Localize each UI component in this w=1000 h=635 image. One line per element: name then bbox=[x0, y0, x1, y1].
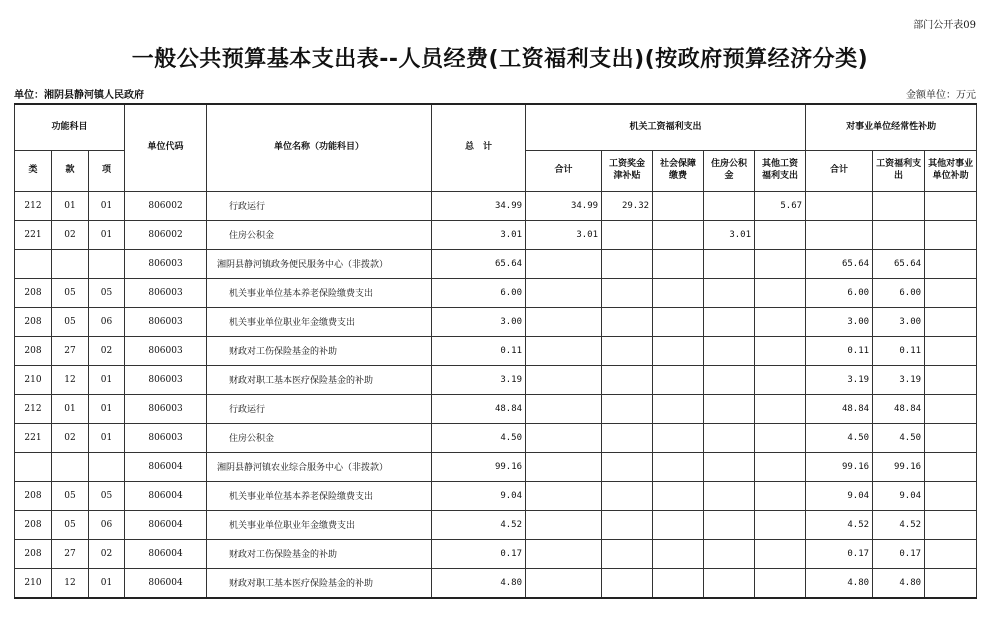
cell-agency-sum bbox=[526, 539, 602, 568]
cell-lei: 208 bbox=[15, 539, 52, 568]
cell-unit-code: 806003 bbox=[125, 365, 207, 394]
cell-kuan: 01 bbox=[52, 394, 89, 423]
cell-unit-code: 806003 bbox=[125, 307, 207, 336]
cell-inst-other bbox=[925, 481, 977, 510]
cell-lei: 208 bbox=[15, 336, 52, 365]
cell-inst-sum: 99.16 bbox=[806, 452, 873, 481]
cell-agency-sum bbox=[526, 510, 602, 539]
cell-inst-sum: 0.17 bbox=[806, 539, 873, 568]
cell-total: 4.52 bbox=[432, 510, 526, 539]
cell-total: 0.17 bbox=[432, 539, 526, 568]
cell-agency-sum bbox=[526, 481, 602, 510]
cell-agency-social bbox=[653, 278, 704, 307]
cell-lei: 212 bbox=[15, 191, 52, 220]
table-row bbox=[15, 452, 977, 481]
cell-agency-social bbox=[653, 336, 704, 365]
cell-agency-housing bbox=[704, 278, 755, 307]
cell-agency-social bbox=[653, 394, 704, 423]
cell-agency-social bbox=[653, 423, 704, 452]
cell-agency-housing bbox=[704, 539, 755, 568]
cell-unit-code: 806004 bbox=[125, 452, 207, 481]
cell-inst-welfare: 0.17 bbox=[873, 539, 925, 568]
cell-kuan bbox=[52, 249, 89, 278]
cell-agency-bonus bbox=[602, 539, 653, 568]
cell-agency-housing: 3.01 bbox=[704, 220, 755, 249]
cell-agency-bonus bbox=[602, 423, 653, 452]
cell-agency-sum bbox=[526, 336, 602, 365]
cell-kuan: 12 bbox=[52, 568, 89, 598]
cell-agency-housing bbox=[704, 365, 755, 394]
cell-lei: 208 bbox=[15, 481, 52, 510]
cell-agency-housing bbox=[704, 423, 755, 452]
header-institution-group: 对事业单位经常性补助 bbox=[806, 104, 977, 150]
cell-inst-sum: 9.04 bbox=[806, 481, 873, 510]
header-total: 总 计 bbox=[432, 104, 526, 191]
cell-agency-sum bbox=[526, 249, 602, 278]
page-title: 一般公共预算基本支出表--人员经费(工资福利支出)(按政府预算经济分类) bbox=[131, 47, 869, 72]
cell-lei: 208 bbox=[15, 510, 52, 539]
cell-agency-sum bbox=[526, 394, 602, 423]
header-agency-housing: 住房公积金 bbox=[704, 150, 755, 191]
cell-unit-code: 806004 bbox=[125, 539, 207, 568]
cell-unit-name: 住房公积金 bbox=[207, 220, 432, 249]
cell-inst-welfare: 3.00 bbox=[873, 307, 925, 336]
cell-kuan: 05 bbox=[52, 278, 89, 307]
cell-inst-welfare: 4.80 bbox=[873, 568, 925, 598]
cell-agency-housing bbox=[704, 336, 755, 365]
cell-unit-code: 806002 bbox=[125, 191, 207, 220]
cell-agency-housing bbox=[704, 452, 755, 481]
cell-inst-sum: 48.84 bbox=[806, 394, 873, 423]
table-row bbox=[15, 481, 977, 510]
cell-agency-other bbox=[755, 336, 806, 365]
table-row bbox=[15, 336, 977, 365]
cell-agency-housing bbox=[704, 307, 755, 336]
cell-agency-sum: 34.99 bbox=[526, 191, 602, 220]
cell-agency-housing bbox=[704, 481, 755, 510]
cell-inst-welfare: 0.11 bbox=[873, 336, 925, 365]
table-row bbox=[15, 307, 977, 336]
cell-agency-other bbox=[755, 481, 806, 510]
cell-agency-sum bbox=[526, 278, 602, 307]
cell-total: 3.00 bbox=[432, 307, 526, 336]
cell-agency-social bbox=[653, 452, 704, 481]
cell-agency-other bbox=[755, 307, 806, 336]
cell-agency-other bbox=[755, 510, 806, 539]
cell-lei: 208 bbox=[15, 278, 52, 307]
header-kuan: 款 bbox=[52, 150, 89, 191]
cell-lei: 212 bbox=[15, 394, 52, 423]
cell-inst-welfare: 3.19 bbox=[873, 365, 925, 394]
cell-total: 65.64 bbox=[432, 249, 526, 278]
cell-xiang: 01 bbox=[89, 568, 125, 598]
cell-agency-other bbox=[755, 452, 806, 481]
cell-lei: 221 bbox=[15, 220, 52, 249]
cell-kuan: 27 bbox=[52, 336, 89, 365]
cell-inst-other bbox=[925, 307, 977, 336]
cell-inst-sum: 4.50 bbox=[806, 423, 873, 452]
cell-total: 4.80 bbox=[432, 568, 526, 598]
cell-agency-other bbox=[755, 394, 806, 423]
cell-unit-name: 湘阴县静河镇农业综合服务中心（非拨款） bbox=[207, 452, 432, 481]
cell-unit-name: 机关事业单位职业年金缴费支出 bbox=[207, 307, 432, 336]
cell-lei bbox=[15, 452, 52, 481]
cell-inst-other bbox=[925, 452, 977, 481]
cell-kuan: 12 bbox=[52, 365, 89, 394]
cell-agency-bonus bbox=[602, 365, 653, 394]
cell-inst-welfare: 65.64 bbox=[873, 249, 925, 278]
cell-agency-bonus bbox=[602, 336, 653, 365]
cell-xiang bbox=[89, 249, 125, 278]
cell-agency-social bbox=[653, 568, 704, 598]
cell-inst-other bbox=[925, 539, 977, 568]
cell-unit-code: 806003 bbox=[125, 423, 207, 452]
cell-kuan: 05 bbox=[52, 481, 89, 510]
cell-total: 4.50 bbox=[432, 423, 526, 452]
cell-unit-code: 806003 bbox=[125, 278, 207, 307]
cell-inst-sum: 3.19 bbox=[806, 365, 873, 394]
header-unit-name: 单位名称（功能科目） bbox=[207, 104, 432, 191]
cell-agency-bonus bbox=[602, 307, 653, 336]
cell-agency-bonus bbox=[602, 249, 653, 278]
cell-inst-sum bbox=[806, 191, 873, 220]
cell-inst-sum bbox=[806, 220, 873, 249]
cell-agency-housing bbox=[704, 568, 755, 598]
table-body bbox=[15, 191, 977, 598]
cell-agency-social bbox=[653, 307, 704, 336]
header-agency-other: 其他工资福利支出 bbox=[755, 150, 806, 191]
cell-xiang: 01 bbox=[89, 220, 125, 249]
cell-unit-code: 806003 bbox=[125, 249, 207, 278]
cell-inst-welfare: 4.50 bbox=[873, 423, 925, 452]
cell-agency-housing bbox=[704, 249, 755, 278]
cell-unit-name: 财政对职工基本医疗保险基金的补助 bbox=[207, 365, 432, 394]
cell-agency-other bbox=[755, 220, 806, 249]
cell-unit-code: 806004 bbox=[125, 510, 207, 539]
header-agency-bonus: 工资奖金津补贴 bbox=[602, 150, 653, 191]
cell-lei: 210 bbox=[15, 365, 52, 394]
cell-inst-welfare: 4.52 bbox=[873, 510, 925, 539]
cell-unit-name: 财政对职工基本医疗保险基金的补助 bbox=[207, 568, 432, 598]
cell-unit-code: 806003 bbox=[125, 336, 207, 365]
cell-xiang: 06 bbox=[89, 510, 125, 539]
header-agency-group: 机关工资福利支出 bbox=[526, 104, 806, 150]
cell-inst-welfare: 6.00 bbox=[873, 278, 925, 307]
cell-agency-sum bbox=[526, 307, 602, 336]
cell-inst-other bbox=[925, 191, 977, 220]
cell-agency-bonus: 29.32 bbox=[602, 191, 653, 220]
cell-agency-bonus bbox=[602, 452, 653, 481]
cell-agency-other: 5.67 bbox=[755, 191, 806, 220]
budget-table bbox=[14, 103, 977, 599]
cell-unit-code: 806004 bbox=[125, 568, 207, 598]
cell-agency-other bbox=[755, 539, 806, 568]
cell-kuan: 02 bbox=[52, 423, 89, 452]
table-row bbox=[15, 394, 977, 423]
cell-total: 34.99 bbox=[432, 191, 526, 220]
cell-agency-sum bbox=[526, 452, 602, 481]
cell-agency-housing bbox=[704, 191, 755, 220]
cell-agency-social bbox=[653, 249, 704, 278]
cell-agency-sum: 3.01 bbox=[526, 220, 602, 249]
cell-xiang: 01 bbox=[89, 394, 125, 423]
cell-inst-sum: 0.11 bbox=[806, 336, 873, 365]
cell-inst-other bbox=[925, 365, 977, 394]
cell-unit-code: 806003 bbox=[125, 394, 207, 423]
cell-lei: 208 bbox=[15, 307, 52, 336]
cell-inst-welfare bbox=[873, 191, 925, 220]
cell-xiang: 05 bbox=[89, 278, 125, 307]
cell-kuan: 02 bbox=[52, 220, 89, 249]
cell-agency-sum bbox=[526, 365, 602, 394]
cell-inst-other bbox=[925, 510, 977, 539]
cell-inst-other bbox=[925, 336, 977, 365]
table-row bbox=[15, 220, 977, 249]
cell-agency-housing bbox=[704, 510, 755, 539]
cell-total: 3.19 bbox=[432, 365, 526, 394]
cell-agency-other bbox=[755, 249, 806, 278]
table-row bbox=[15, 423, 977, 452]
cell-agency-social bbox=[653, 220, 704, 249]
cell-lei: 221 bbox=[15, 423, 52, 452]
cell-inst-welfare: 99.16 bbox=[873, 452, 925, 481]
table-row bbox=[15, 278, 977, 307]
cell-xiang: 02 bbox=[89, 336, 125, 365]
cell-unit-name: 湘阴县静河镇政务便民服务中心（非拨款） bbox=[207, 249, 432, 278]
cell-unit-name: 住房公积金 bbox=[207, 423, 432, 452]
cell-agency-social bbox=[653, 539, 704, 568]
cell-xiang: 01 bbox=[89, 423, 125, 452]
header-agency-social: 社会保障缴费 bbox=[653, 150, 704, 191]
cell-agency-sum bbox=[526, 568, 602, 598]
cell-agency-housing bbox=[704, 394, 755, 423]
cell-xiang bbox=[89, 452, 125, 481]
table-row bbox=[15, 568, 977, 598]
cell-kuan: 27 bbox=[52, 539, 89, 568]
cell-inst-other bbox=[925, 249, 977, 278]
cell-total: 0.11 bbox=[432, 336, 526, 365]
cell-inst-sum: 6.00 bbox=[806, 278, 873, 307]
cell-unit-name: 机关事业单位基本养老保险缴费支出 bbox=[207, 481, 432, 510]
cell-inst-welfare bbox=[873, 220, 925, 249]
cell-agency-bonus bbox=[602, 220, 653, 249]
cell-inst-other bbox=[925, 278, 977, 307]
cell-xiang: 06 bbox=[89, 307, 125, 336]
cell-kuan bbox=[52, 452, 89, 481]
cell-agency-social bbox=[653, 510, 704, 539]
header-inst-welfare: 工资福利支出 bbox=[873, 150, 925, 191]
table-row bbox=[15, 539, 977, 568]
header-lei: 类 bbox=[15, 150, 52, 191]
header-agency-sum: 合计 bbox=[526, 150, 602, 191]
cell-agency-bonus bbox=[602, 394, 653, 423]
cell-inst-other bbox=[925, 423, 977, 452]
cell-agency-bonus bbox=[602, 278, 653, 307]
cell-inst-sum: 3.00 bbox=[806, 307, 873, 336]
cell-agency-sum bbox=[526, 423, 602, 452]
cell-total: 48.84 bbox=[432, 394, 526, 423]
cell-inst-welfare: 9.04 bbox=[873, 481, 925, 510]
amount-unit-label: 金额单位：万元 bbox=[906, 90, 976, 101]
header-unit-code: 单位代码 bbox=[125, 104, 207, 191]
header-xiang: 项 bbox=[89, 150, 125, 191]
cell-total: 99.16 bbox=[432, 452, 526, 481]
cell-agency-social bbox=[653, 365, 704, 394]
cell-inst-other bbox=[925, 394, 977, 423]
table-row bbox=[15, 249, 977, 278]
cell-agency-bonus bbox=[602, 481, 653, 510]
cell-unit-name: 行政运行 bbox=[207, 191, 432, 220]
cell-lei: 210 bbox=[15, 568, 52, 598]
cell-inst-other bbox=[925, 220, 977, 249]
cell-unit-code: 806002 bbox=[125, 220, 207, 249]
cell-agency-bonus bbox=[602, 510, 653, 539]
table-row bbox=[15, 191, 977, 220]
cell-unit-name: 机关事业单位职业年金缴费支出 bbox=[207, 510, 432, 539]
cell-inst-sum: 65.64 bbox=[806, 249, 873, 278]
cell-inst-other bbox=[925, 568, 977, 598]
header-func-subject: 功能科目 bbox=[15, 104, 125, 150]
cell-total: 9.04 bbox=[432, 481, 526, 510]
cell-kuan: 05 bbox=[52, 510, 89, 539]
cell-total: 6.00 bbox=[432, 278, 526, 307]
cell-xiang: 01 bbox=[89, 365, 125, 394]
cell-kuan: 05 bbox=[52, 307, 89, 336]
corner-table-number: 部门公开表09 bbox=[913, 20, 976, 31]
cell-unit-code: 806004 bbox=[125, 481, 207, 510]
cell-xiang: 01 bbox=[89, 191, 125, 220]
table-row bbox=[15, 365, 977, 394]
table-row bbox=[15, 510, 977, 539]
cell-agency-other bbox=[755, 365, 806, 394]
cell-kuan: 01 bbox=[52, 191, 89, 220]
header-inst-other: 其他对事业单位补助 bbox=[925, 150, 977, 191]
cell-agency-bonus bbox=[602, 568, 653, 598]
cell-unit-name: 财政对工伤保险基金的补助 bbox=[207, 336, 432, 365]
cell-agency-social bbox=[653, 191, 704, 220]
cell-unit-name: 财政对工伤保险基金的补助 bbox=[207, 539, 432, 568]
cell-inst-sum: 4.52 bbox=[806, 510, 873, 539]
cell-inst-sum: 4.80 bbox=[806, 568, 873, 598]
header-inst-sum: 合计 bbox=[806, 150, 873, 191]
cell-inst-welfare: 48.84 bbox=[873, 394, 925, 423]
cell-agency-other bbox=[755, 278, 806, 307]
cell-agency-social bbox=[653, 481, 704, 510]
cell-agency-other bbox=[755, 423, 806, 452]
cell-unit-name: 机关事业单位基本养老保险缴费支出 bbox=[207, 278, 432, 307]
cell-total: 3.01 bbox=[432, 220, 526, 249]
unit-label: 单位：湘阴县静河镇人民政府 bbox=[14, 90, 144, 101]
cell-agency-other bbox=[755, 568, 806, 598]
cell-unit-name: 行政运行 bbox=[207, 394, 432, 423]
cell-lei bbox=[15, 249, 52, 278]
cell-xiang: 05 bbox=[89, 481, 125, 510]
cell-xiang: 02 bbox=[89, 539, 125, 568]
